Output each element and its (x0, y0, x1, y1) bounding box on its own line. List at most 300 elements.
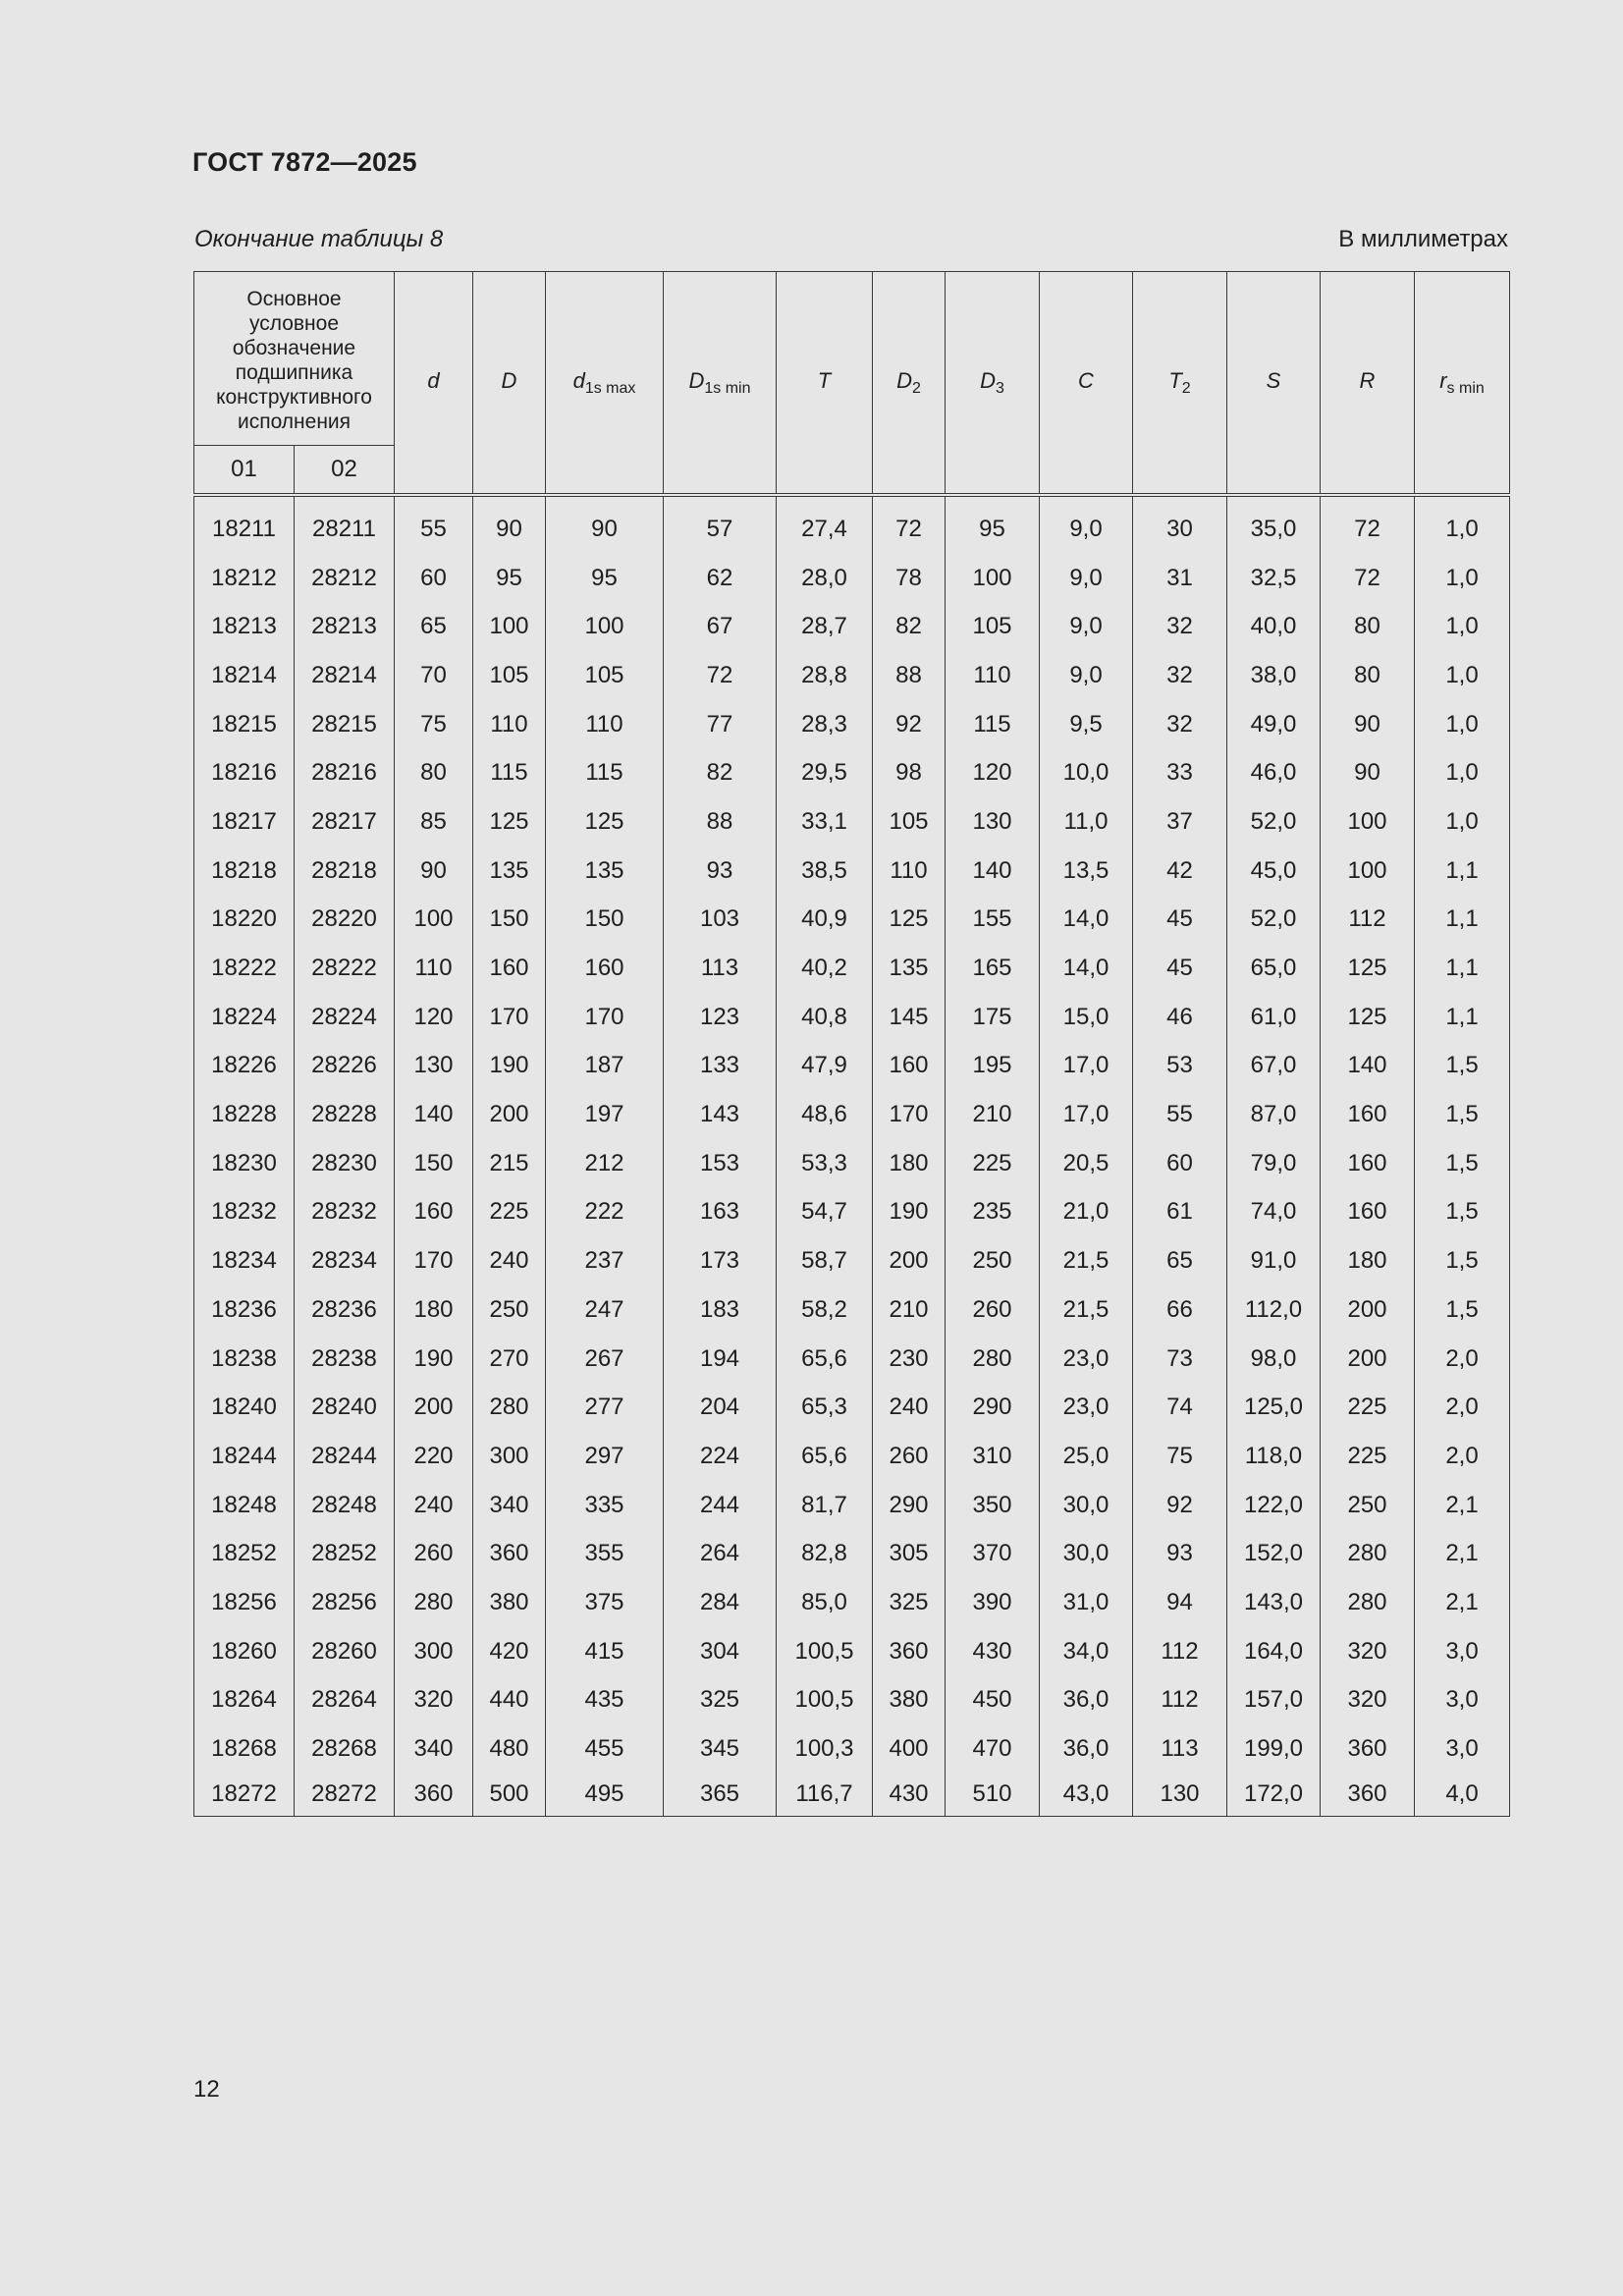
table-cell: 10,0 (1040, 748, 1133, 797)
table-cell: 94 (1133, 1578, 1227, 1627)
table-cell: 100,3 (777, 1724, 873, 1774)
table-cell: 65 (395, 602, 473, 651)
table-cell: 240 (473, 1236, 546, 1285)
table-cell: 2,1 (1415, 1578, 1510, 1627)
table-row (194, 1481, 1510, 1530)
table-cell: 18260 (194, 1627, 295, 1676)
table-cell: 65,0 (1227, 944, 1321, 993)
table-cell: 297 (546, 1432, 664, 1481)
table-cell: 100 (946, 554, 1040, 603)
table-cell: 160 (546, 944, 664, 993)
table-cell: 112 (1321, 896, 1415, 945)
table-row (194, 896, 1510, 945)
table-cell: 90 (473, 495, 546, 554)
table-cell: 60 (1133, 1139, 1227, 1188)
table-cell: 70 (395, 651, 473, 700)
table-cell: 222 (546, 1188, 664, 1237)
table-cell: 163 (664, 1188, 777, 1237)
table-cell: 58,2 (777, 1285, 873, 1335)
table-cell: 360 (1321, 1724, 1415, 1774)
table-cell: 28260 (295, 1627, 395, 1676)
table-cell: 93 (664, 847, 777, 896)
table-cell: 170 (473, 993, 546, 1042)
table-cell: 350 (946, 1481, 1040, 1530)
table-cell: 267 (546, 1335, 664, 1384)
table-cell: 100 (395, 896, 473, 945)
table-cell: 143,0 (1227, 1578, 1321, 1627)
table-cell: 61 (1133, 1188, 1227, 1237)
table-cell: 480 (473, 1724, 546, 1774)
table-cell: 78 (873, 554, 946, 603)
table-cell: 28213 (295, 602, 395, 651)
table-caption: Окончание таблицы 8 (194, 226, 444, 252)
table-cell: 52,0 (1227, 797, 1321, 847)
table-cell: 40,2 (777, 944, 873, 993)
table-cell: 88 (873, 651, 946, 700)
column-header: S (1227, 272, 1321, 496)
table-cell: 170 (873, 1090, 946, 1139)
table-cell: 36,0 (1040, 1676, 1133, 1725)
table-cell: 74 (1133, 1383, 1227, 1432)
table-cell: 173 (664, 1236, 777, 1285)
table-row (194, 554, 1510, 603)
table-cell: 72 (1321, 495, 1415, 554)
table-row (194, 944, 1510, 993)
table-cell: 284 (664, 1578, 777, 1627)
table-row (194, 1335, 1510, 1384)
table-cell: 18268 (194, 1724, 295, 1774)
table-cell: 29,5 (777, 748, 873, 797)
design-02-header: 02 (295, 446, 395, 496)
table-cell: 115 (546, 748, 664, 797)
table-cell: 92 (1133, 1481, 1227, 1530)
table-cell: 240 (395, 1481, 473, 1530)
table-cell: 28234 (295, 1236, 395, 1285)
table-cell: 370 (946, 1529, 1040, 1578)
table-cell: 28214 (295, 651, 395, 700)
table-cell: 160 (473, 944, 546, 993)
table-cell: 190 (395, 1335, 473, 1384)
table-cell: 510 (946, 1774, 1040, 1817)
table-cell: 190 (873, 1188, 946, 1237)
table-cell: 18220 (194, 896, 295, 945)
table-cell: 90 (1321, 700, 1415, 749)
table-cell: 430 (946, 1627, 1040, 1676)
table-cell: 9,5 (1040, 700, 1133, 749)
table-cell: 200 (473, 1090, 546, 1139)
table-cell: 32 (1133, 602, 1227, 651)
table-cell: 155 (946, 896, 1040, 945)
table-cell: 72 (664, 651, 777, 700)
table-cell: 170 (395, 1236, 473, 1285)
table-cell: 33 (1133, 748, 1227, 797)
table-cell: 204 (664, 1383, 777, 1432)
table-cell: 125 (1321, 993, 1415, 1042)
table-cell: 130 (946, 797, 1040, 847)
table-cell: 200 (1321, 1335, 1415, 1384)
table-cell: 200 (1321, 1285, 1415, 1335)
column-header: d (395, 272, 473, 496)
table-cell: 135 (546, 847, 664, 896)
table-cell: 375 (546, 1578, 664, 1627)
table-cell: 1,0 (1415, 495, 1510, 554)
table-cell: 55 (395, 495, 473, 554)
table-cell: 60 (395, 554, 473, 603)
table-cell: 365 (664, 1774, 777, 1817)
table-cell: 2,0 (1415, 1432, 1510, 1481)
table-cell: 1,5 (1415, 1285, 1510, 1335)
table-cell: 3,0 (1415, 1724, 1510, 1774)
table-cell: 28232 (295, 1188, 395, 1237)
table-cell: 105 (473, 651, 546, 700)
table-row (194, 1627, 1510, 1676)
table-row (194, 748, 1510, 797)
table-cell: 18264 (194, 1676, 295, 1725)
table-cell: 11,0 (1040, 797, 1133, 847)
table-cell: 122,0 (1227, 1481, 1321, 1530)
table-row (194, 1774, 1510, 1817)
table-cell: 30 (1133, 495, 1227, 554)
table-cell: 17,0 (1040, 1090, 1133, 1139)
table-cell: 73 (1133, 1335, 1227, 1384)
table-cell: 125 (473, 797, 546, 847)
table-row (194, 1578, 1510, 1627)
table-cell: 82 (664, 748, 777, 797)
table-cell: 100,5 (777, 1676, 873, 1725)
table-cell: 85 (395, 797, 473, 847)
table-cell: 79,0 (1227, 1139, 1321, 1188)
table-cell: 18226 (194, 1042, 295, 1091)
table-cell: 112,0 (1227, 1285, 1321, 1335)
table-cell: 130 (1133, 1774, 1227, 1817)
table-cell: 38,5 (777, 847, 873, 896)
table-row (194, 847, 1510, 896)
table-cell: 380 (473, 1578, 546, 1627)
table-cell: 215 (473, 1139, 546, 1188)
table-row (194, 700, 1510, 749)
table-cell: 340 (473, 1481, 546, 1530)
table-cell: 264 (664, 1529, 777, 1578)
table-cell: 45,0 (1227, 847, 1321, 896)
table-cell: 190 (473, 1042, 546, 1091)
table-cell: 320 (395, 1676, 473, 1725)
column-header: $D_3$ (946, 272, 1040, 496)
table-cell: 250 (473, 1285, 546, 1335)
table-cell: 100,5 (777, 1627, 873, 1676)
table-cell: 28215 (295, 700, 395, 749)
column-header: $D_{1s min}$ (664, 272, 777, 496)
table-cell: 105 (873, 797, 946, 847)
table-cell: 18252 (194, 1529, 295, 1578)
table-cell: 18222 (194, 944, 295, 993)
table-cell: 100 (473, 602, 546, 651)
table-cell: 87,0 (1227, 1090, 1321, 1139)
table-cell: 62 (664, 554, 777, 603)
table-cell: 145 (873, 993, 946, 1042)
document-title: ГОСТ 7872—2025 (192, 147, 417, 177)
table-cell: 125 (873, 896, 946, 945)
table-cell: 49,0 (1227, 700, 1321, 749)
table-cell: 53 (1133, 1042, 1227, 1091)
table-cell: 75 (1133, 1432, 1227, 1481)
table-cell: 220 (395, 1432, 473, 1481)
column-header: T (777, 272, 873, 496)
table-cell: 1,0 (1415, 602, 1510, 651)
table-cell: 28,7 (777, 602, 873, 651)
table-cell: 3,0 (1415, 1627, 1510, 1676)
table-cell: 197 (546, 1090, 664, 1139)
table-cell: 54,7 (777, 1188, 873, 1237)
table-row (194, 602, 1510, 651)
table-cell: 355 (546, 1529, 664, 1578)
table-cell: 130 (395, 1042, 473, 1091)
table-cell: 95 (946, 495, 1040, 554)
table-cell: 18228 (194, 1090, 295, 1139)
table-cell: 18230 (194, 1139, 295, 1188)
table-cell: 9,0 (1040, 651, 1133, 700)
table-cell: 420 (473, 1627, 546, 1676)
table-cell: 74,0 (1227, 1188, 1321, 1237)
table-cell: 18236 (194, 1285, 295, 1335)
column-header: $T_2$ (1133, 272, 1227, 496)
table-cell: 81,7 (777, 1481, 873, 1530)
table-cell: 183 (664, 1285, 777, 1335)
table-cell: 140 (395, 1090, 473, 1139)
table-cell: 18248 (194, 1481, 295, 1530)
table-cell: 18216 (194, 748, 295, 797)
table-cell: 20,5 (1040, 1139, 1133, 1188)
table-cell: 157,0 (1227, 1676, 1321, 1725)
table-cell: 187 (546, 1042, 664, 1091)
table-row (194, 1139, 1510, 1188)
table-cell: 28,0 (777, 554, 873, 603)
table-cell: 237 (546, 1236, 664, 1285)
table-cell: 35,0 (1227, 495, 1321, 554)
design-01-header: 01 (194, 446, 295, 496)
table-cell: 48,6 (777, 1090, 873, 1139)
table-cell: 100 (1321, 797, 1415, 847)
bearing-dimensions-table (193, 271, 1510, 1817)
table-cell: 15,0 (1040, 993, 1133, 1042)
table-cell: 17,0 (1040, 1042, 1133, 1091)
table-cell: 455 (546, 1724, 664, 1774)
table-cell: 18240 (194, 1383, 295, 1432)
table-cell: 280 (1321, 1578, 1415, 1627)
table-cell: 9,0 (1040, 495, 1133, 554)
table-cell: 260 (946, 1285, 1040, 1335)
table-cell: 21,5 (1040, 1285, 1133, 1335)
table-cell: 2,1 (1415, 1481, 1510, 1530)
table-row (194, 797, 1510, 847)
table-cell: 152,0 (1227, 1529, 1321, 1578)
table-cell: 103 (664, 896, 777, 945)
table-cell: 360 (473, 1529, 546, 1578)
table-cell: 21,0 (1040, 1188, 1133, 1237)
table-cell: 195 (946, 1042, 1040, 1091)
table-cell: 75 (395, 700, 473, 749)
table-cell: 150 (473, 896, 546, 945)
table-cell: 13,5 (1040, 847, 1133, 896)
table-row (194, 1090, 1510, 1139)
table-cell: 40,0 (1227, 602, 1321, 651)
table-cell: 40,9 (777, 896, 873, 945)
table-cell: 1,1 (1415, 847, 1510, 896)
table-cell: 435 (546, 1676, 664, 1725)
table-cell: 28272 (295, 1774, 395, 1817)
table-cell: 98 (873, 748, 946, 797)
table-cell: 1,0 (1415, 748, 1510, 797)
table-cell: 28226 (295, 1042, 395, 1091)
table-cell: 150 (395, 1139, 473, 1188)
table-row (194, 1188, 1510, 1237)
table-cell: 67 (664, 602, 777, 651)
table-cell: 240 (873, 1383, 946, 1432)
table-cell: 360 (873, 1627, 946, 1676)
table-cell: 32,5 (1227, 554, 1321, 603)
table-body (194, 495, 1510, 1816)
table-cell: 135 (873, 944, 946, 993)
table-cell: 105 (946, 602, 1040, 651)
table-row (194, 1529, 1510, 1578)
table-cell: 82 (873, 602, 946, 651)
table-cell: 45 (1133, 944, 1227, 993)
table-cell: 230 (873, 1335, 946, 1384)
table-cell: 140 (1321, 1042, 1415, 1091)
table-cell: 28252 (295, 1529, 395, 1578)
table-cell: 65,6 (777, 1335, 873, 1384)
table-cell: 28228 (295, 1090, 395, 1139)
table-cell: 77 (664, 700, 777, 749)
table-cell: 304 (664, 1627, 777, 1676)
table-cell: 28264 (295, 1676, 395, 1725)
table-cell: 180 (1321, 1236, 1415, 1285)
table-cell: 18244 (194, 1432, 295, 1481)
table-cell: 72 (1321, 554, 1415, 603)
column-header: $D_2$ (873, 272, 946, 496)
table-cell: 28224 (295, 993, 395, 1042)
table-cell: 28216 (295, 748, 395, 797)
table-cell: 160 (1321, 1188, 1415, 1237)
table-cell: 43,0 (1040, 1774, 1133, 1817)
table-cell: 325 (664, 1676, 777, 1725)
column-header: D (473, 272, 546, 496)
table-cell: 23,0 (1040, 1335, 1133, 1384)
table-cell: 300 (395, 1627, 473, 1676)
table-cell: 225 (946, 1139, 1040, 1188)
table-cell: 42 (1133, 847, 1227, 896)
table-cell: 280 (946, 1335, 1040, 1384)
table-cell: 28218 (295, 847, 395, 896)
table-cell: 112 (1133, 1627, 1227, 1676)
table-cell: 14,0 (1040, 944, 1133, 993)
table-cell: 32 (1133, 700, 1227, 749)
table-row (194, 1383, 1510, 1432)
table-cell: 143 (664, 1090, 777, 1139)
column-header: $r_{s min}$ (1415, 272, 1510, 496)
table-row (194, 651, 1510, 700)
table-row (194, 1042, 1510, 1091)
table-cell: 133 (664, 1042, 777, 1091)
table-cell: 194 (664, 1335, 777, 1384)
table-cell: 18232 (194, 1188, 295, 1237)
table-cell: 170 (546, 993, 664, 1042)
table-cell: 90 (395, 847, 473, 896)
table-cell: 47,9 (777, 1042, 873, 1091)
table-cell: 98,0 (1227, 1335, 1321, 1384)
column-header: C (1040, 272, 1133, 496)
table-cell: 32 (1133, 651, 1227, 700)
table-cell: 46,0 (1227, 748, 1321, 797)
table-cell: 380 (873, 1676, 946, 1725)
table-cell: 320 (1321, 1627, 1415, 1676)
table-cell: 290 (873, 1481, 946, 1530)
table-cell: 250 (1321, 1481, 1415, 1530)
table-cell: 28211 (295, 495, 395, 554)
table-cell: 160 (395, 1188, 473, 1237)
table-cell: 1,5 (1415, 1236, 1510, 1285)
table-cell: 28,8 (777, 651, 873, 700)
column-header: $d_{1s max}$ (546, 272, 664, 496)
table-cell: 260 (395, 1529, 473, 1578)
table-cell: 40,8 (777, 993, 873, 1042)
table-cell: 1,0 (1415, 651, 1510, 700)
table-cell: 90 (546, 495, 664, 554)
table-cell: 28244 (295, 1432, 395, 1481)
table-cell: 18272 (194, 1774, 295, 1817)
table-cell: 28230 (295, 1139, 395, 1188)
table-cell: 18215 (194, 700, 295, 749)
table-cell: 45 (1133, 896, 1227, 945)
table-cell: 28238 (295, 1335, 395, 1384)
table-cell: 2,0 (1415, 1383, 1510, 1432)
table-cell: 95 (473, 554, 546, 603)
table-cell: 1,1 (1415, 993, 1510, 1042)
table-cell: 18212 (194, 554, 295, 603)
table-cell: 110 (546, 700, 664, 749)
table-row (194, 1285, 1510, 1335)
table-cell: 28,3 (777, 700, 873, 749)
table-cell: 1,0 (1415, 554, 1510, 603)
table-cell: 18214 (194, 651, 295, 700)
table-cell: 340 (395, 1724, 473, 1774)
table-cell: 28212 (295, 554, 395, 603)
table-cell: 175 (946, 993, 1040, 1042)
table-cell: 38,0 (1227, 651, 1321, 700)
table-cell: 160 (873, 1042, 946, 1091)
table-cell: 470 (946, 1724, 1040, 1774)
table-cell: 4,0 (1415, 1774, 1510, 1817)
table-cell: 120 (946, 748, 1040, 797)
table-cell: 280 (473, 1383, 546, 1432)
table-cell: 1,5 (1415, 1090, 1510, 1139)
table-cell: 110 (873, 847, 946, 896)
table-cell: 1,1 (1415, 896, 1510, 945)
table-cell: 250 (946, 1236, 1040, 1285)
page-number: 12 (193, 2076, 220, 2103)
table-cell: 80 (1321, 651, 1415, 700)
table-cell: 199,0 (1227, 1724, 1321, 1774)
table-cell: 66 (1133, 1285, 1227, 1335)
table-cell: 113 (1133, 1724, 1227, 1774)
table-cell: 100 (546, 602, 664, 651)
table-cell: 1,5 (1415, 1139, 1510, 1188)
table-cell: 110 (473, 700, 546, 749)
table-cell: 105 (546, 651, 664, 700)
table-cell: 125 (1321, 944, 1415, 993)
table-row (194, 495, 1510, 554)
table-cell: 153 (664, 1139, 777, 1188)
table-cell: 430 (873, 1774, 946, 1817)
